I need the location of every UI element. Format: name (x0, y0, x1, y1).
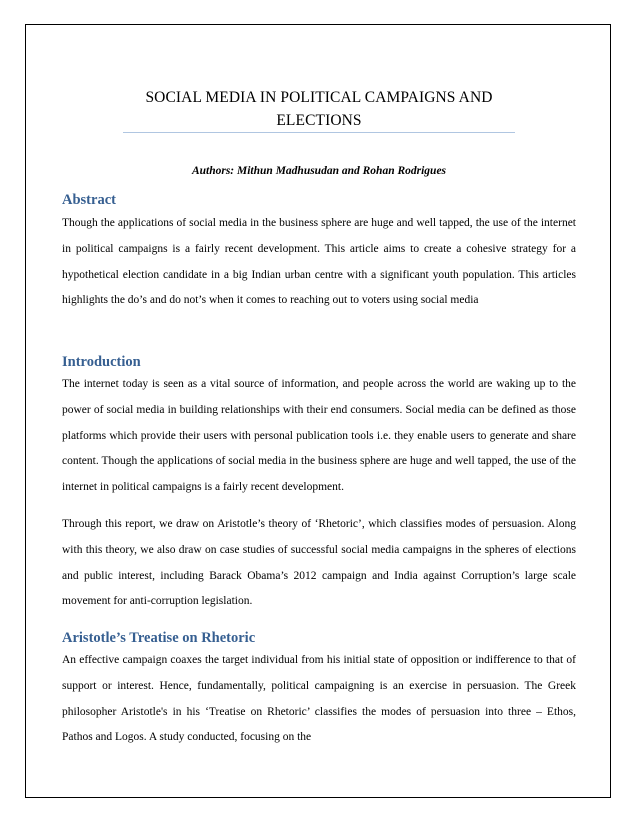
authors-line: Authors: Mithun Madhusudan and Rohan Rodrigues (191, 165, 447, 177)
title-line-1: SOCIAL MEDIA IN POLITICAL CAMPAIGNS AND (145, 89, 493, 106)
abstract-body: Though the applications of social media in the business sphere are huge and well tapped, the use of the internet in political campaigns is a fairly recent development. This article aims to create a cohesive strategy for a hypothetical election candidate in a big Indian urban centre with a significant youth population. This articles highlights the do’s and do not’s when it comes to reaching out to voters using social media (62, 217, 576, 307)
aristotle-body: An effective campaign coaxes the target individual from his initial state of opposition or indifference to that of support or interest. Hence, fundamentally, political campaigning is an exercise in persuasion. The Greek philosopher Aristotle's in his ‘Treatise on Rhetoric’ classifies the modes of persuasion into three – Ethos, Pathos and Logos. A study conducted, focusing on the (62, 654, 576, 744)
title-line-2: ELECTIONS (276, 112, 362, 129)
abstract-heading: Abstract (62, 192, 116, 208)
introduction-paragraph-1: The internet today is seen as a vital source of information, and people across the world are waking up to the power of social media in building relationships with their end consumers. Social media can be defined as those platforms which provide their users with personal publication tools i.e. they enable users to generate and share content. Though the applications of social media in the business sphere are huge and well tapped, the use of the internet in political campaigns is a fairly recent development. (62, 378, 576, 494)
title-divider (123, 132, 515, 133)
aristotle-heading: Aristotle’s Treatise on Rhetoric (62, 630, 256, 646)
document-title (100, 86, 538, 132)
introduction-paragraph-2: Through this report, we draw on Aristotle’s theory of ‘Rhetoric’, which classifies modes of persuasion. Along with this theory, we also draw on case studies of successful social media campaigns in the spheres of elections and public interest, including Barack Obama’s 2012 campaign and India against Corruption’s large scale movement for anti-corruption legislation. (62, 518, 576, 608)
introduction-heading: Introduction (62, 354, 141, 370)
